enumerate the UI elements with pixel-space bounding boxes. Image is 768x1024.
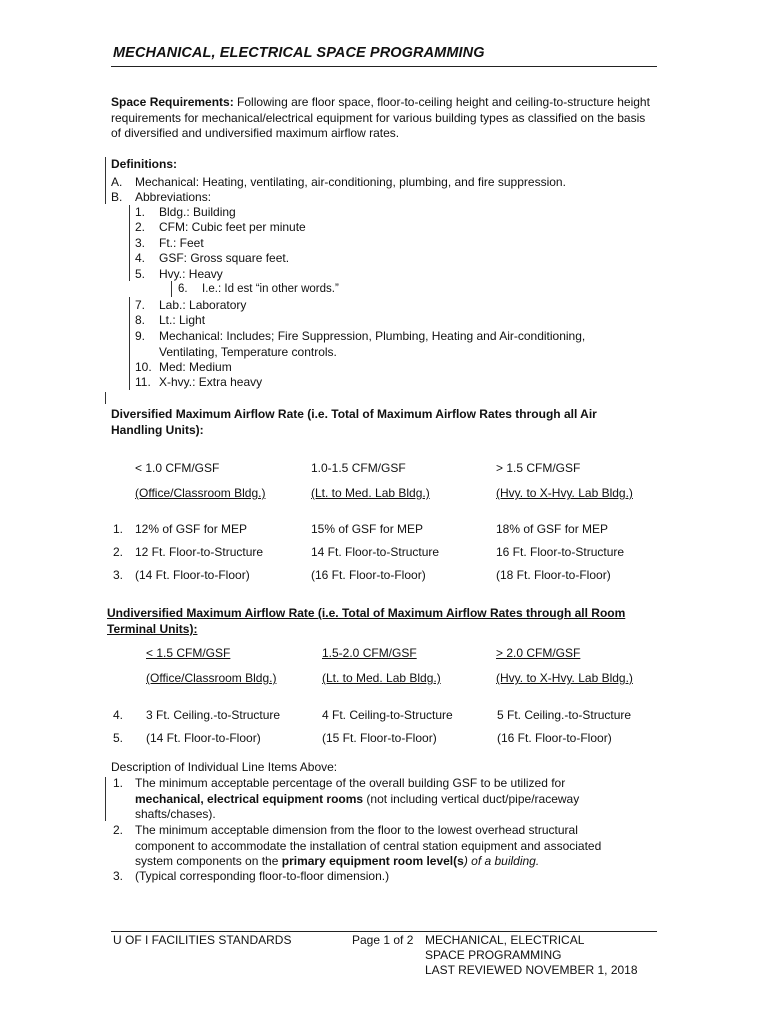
footer-doc-title: MECHANICAL, ELECTRICAL [425,933,585,947]
footer-rule [111,931,657,932]
definition-a-number: A. [111,175,123,189]
footer-page-number: Page 1 of 2 [352,933,414,947]
diversified-building-type: (Office/Classroom Bldg.) [135,486,266,500]
undiversified-cell: (14 Ft. Floor-to-Floor) [146,731,261,745]
abbrev-number: 5. [135,267,146,281]
diversified-building-type: (Lt. to Med. Lab Bldg.) [311,486,430,500]
undiversified-cell: 5 Ft. Ceiling.-to-Structure [497,708,632,722]
abbrev-number: 7. [135,298,146,312]
change-bar [129,205,130,281]
change-bar [105,777,106,821]
change-bar [105,392,106,404]
abbrev-text: I.e.: Id est “in other words.” [202,283,339,295]
space-requirements-label: Space Requirements: [111,95,234,109]
undiversified-heading: Undiversified Maximum Airflow Rate (i.e. Total of Maximum Airflow Rates through all Room Terminal Units): [107,606,626,636]
diversified-col-header: < 1.0 CFM/GSF [135,461,220,475]
header-rule [111,66,657,67]
diversified-cell: 12% of GSF for MEP [135,522,248,536]
abbrev-text: Ft.: Feet [159,236,204,250]
abbrev-number: 6. [178,283,188,295]
diversified-row-number: 2. [113,545,124,559]
abbrev-number: 1. [135,205,146,219]
abbrev-number: 10. [135,360,152,374]
diversified-cell: 18% of GSF for MEP [496,522,609,536]
undiversified-col-header: 1.5-2.0 CFM/GSF [322,646,417,660]
undiversified-cell: (15 Ft. Floor-to-Floor) [322,731,437,745]
abbrev-text: Mechanical: Includes; Fire Suppression, Plumbing, Heating and Air-conditioning, Ventilating, Temperature controls. [159,329,586,359]
abbrev-number: 11. [135,375,151,389]
undiversified-cell: (16 Ft. Floor-to-Floor) [497,731,612,745]
diversified-row-number: 1. [113,522,124,536]
description-text-part: The minimum acceptable dimension from the floor to the lowest overhead structural component to accommodate the installation of central station equipment and associated system components on the [135,823,602,868]
diversified-cell: (14 Ft. Floor-to-Floor) [135,568,250,582]
abbrev-number: 8. [135,313,146,327]
description-text-part: (not including vertical duct/pipe/raceway shafts/chases). [135,791,580,821]
diversified-col-header: 1.0-1.5 CFM/GSF [311,461,406,475]
description-item-number: 2. [113,823,124,837]
space-requirements-paragraph [111,95,656,142]
abbrev-text: CFM: Cubic feet per minute [159,220,306,234]
diversified-col-header: > 1.5 CFM/GSF [496,461,581,475]
footer-last-reviewed: LAST REVIEWED NOVEMBER 1, 2018 [425,963,638,977]
undiversified-cell: 3 Ft. Ceiling.-to-Structure [146,708,281,722]
abbrev-text: Bldg.: Building [159,205,236,219]
undiversified-cell: 4 Ft. Ceiling-to-Structure [322,708,453,722]
change-bar [171,281,172,297]
abbrev-text: Lt.: Light [159,313,206,327]
diversified-heading: Diversified Maximum Airflow Rate (i.e. Total of Maximum Airflow Rates through all Air Handling Units): [111,407,597,437]
diversified-cell: 16 Ft. Floor-to-Structure [496,545,625,559]
description-item-text [135,776,625,823]
change-bar [105,157,106,204]
footer-left: U OF I FACILITIES STANDARDS [113,933,292,947]
abbrev-number: 2. [135,220,146,234]
abbrev-number: 4. [135,251,146,265]
undiversified-building-type: (Office/Classroom Bldg.) [146,671,277,685]
definitions-heading: Definitions: [111,157,177,171]
diversified-cell: 15% of GSF for MEP [311,522,424,536]
description-item-text: (Typical corresponding floor-to-floor dimension.) [135,869,390,883]
page-title: MECHANICAL, ELECTRICAL SPACE PROGRAMMING [113,45,485,61]
diversified-cell: 12 Ft. Floor-to-Structure [135,545,264,559]
undiversified-row-number: 5. [113,731,124,745]
description-item-number: 3. [113,869,124,883]
diversified-building-type: (Hvy. to X-Hvy. Lab Bldg.) [496,486,633,500]
footer-doc-title: SPACE PROGRAMMING [425,948,562,962]
description-heading: Description of Individual Line Items Above: [111,760,338,774]
description-text-part: The minimum acceptable percentage of the overall building GSF to be utilized for [135,776,566,790]
description-bold-part: primary equipment room level(s [281,854,464,868]
abbrev-text: Hvy.: Heavy [159,267,223,281]
abbrev-text: X-hvy.: Extra heavy [159,375,263,389]
abbrev-text: GSF: Gross square feet. [159,251,290,265]
undiversified-col-header: < 1.5 CFM/GSF [146,646,231,660]
undiversified-col-header: > 2.0 CFM/GSF [496,646,581,660]
change-bar [129,297,130,390]
definition-b-number: B. [111,190,123,204]
undiversified-building-type: (Lt. to Med. Lab Bldg.) [322,671,441,685]
undiversified-building-type: (Hvy. to X-Hvy. Lab Bldg.) [496,671,633,685]
description-item-number: 1. [113,776,124,790]
abbrev-number: 9. [135,329,146,343]
description-bold-part: mechanical, electrical equipment rooms [135,791,364,806]
abbrev-text: Lab.: Laboratory [159,298,247,312]
diversified-cell: 14 Ft. Floor-to-Structure [311,545,440,559]
diversified-cell: (16 Ft. Floor-to-Floor) [311,568,426,582]
description-text-part: ) of a building. [463,854,540,868]
definition-b-text: Abbreviations: [135,190,212,204]
abbrev-number: 3. [135,236,146,250]
space-requirements-text: Following are floor space, floor-to-ceiling height and ceiling-to-structure height requirements for mechanical/electrical equipment for various building types as classified on the basis of diversified and undiversified maximum airflow rates. [111,95,650,140]
diversified-row-number: 3. [113,568,124,582]
undiversified-row-number: 4. [113,708,124,722]
abbrev-text: Med: Medium [159,360,232,374]
description-item-text [135,823,625,870]
definition-a-text: Mechanical: Heating, ventilating, air-conditioning, plumbing, and fire suppression. [135,175,566,189]
diversified-cell: (18 Ft. Floor-to-Floor) [496,568,611,582]
